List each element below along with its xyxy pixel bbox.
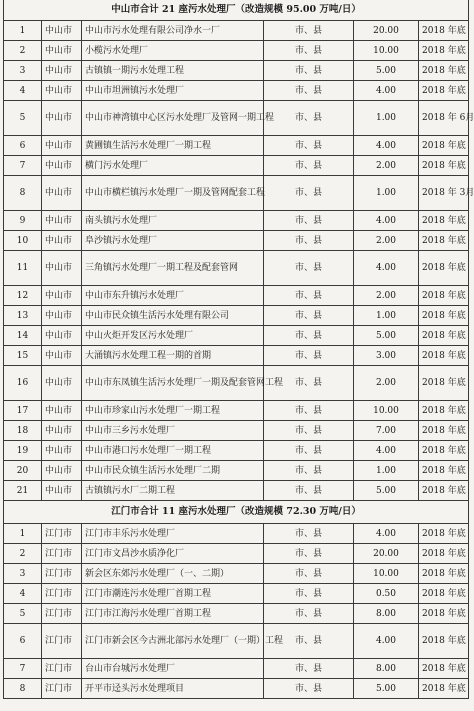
table-row	[4, 544, 469, 564]
city-cell: 中山市	[42, 41, 82, 61]
plant-name-cell: 大涌镇污水处理工程一期的首期	[82, 346, 264, 366]
completion-date-cell: 2018 年底	[419, 41, 469, 61]
row-number: 1	[4, 21, 42, 41]
table-row	[4, 251, 469, 286]
table-row	[4, 61, 469, 81]
table-row	[4, 679, 469, 699]
capacity-cell: 5.00	[354, 326, 419, 346]
plant-name-cell: 开平市迳头污水处理项目	[82, 679, 264, 699]
completion-date-cell: 2018 年底	[419, 326, 469, 346]
capacity-cell: 1.00	[354, 306, 419, 326]
capacity-cell: 2.00	[354, 231, 419, 251]
completion-date-cell: 2018 年底	[419, 441, 469, 461]
plant-name-cell: 江门市江海污水处理厂首期工程	[82, 604, 264, 624]
plant-name-cell: 江门市文昌沙水质净化厂	[82, 544, 264, 564]
completion-date-cell: 2018 年底	[419, 624, 469, 659]
city-cell: 中山市	[42, 81, 82, 101]
row-number: 17	[4, 401, 42, 421]
plant-name-cell: 江门市潮连污水处理厂首期工程	[82, 584, 264, 604]
capacity-cell: 4.00	[354, 136, 419, 156]
table-row	[4, 441, 469, 461]
plant-name-cell: 中山市污水处理有限公司净水一厂	[82, 21, 264, 41]
plant-name-cell: 中山市民众镇生活污水处理厂二期	[82, 461, 264, 481]
table-row	[4, 421, 469, 441]
capacity-cell: 2.00	[354, 156, 419, 176]
level-cell: 市、县	[264, 624, 354, 659]
city-cell: 中山市	[42, 286, 82, 306]
completion-date-cell: 2018 年底	[419, 231, 469, 251]
level-cell: 市、县	[264, 41, 354, 61]
table-row	[4, 584, 469, 604]
completion-date-cell: 2018 年 6月	[419, 101, 469, 136]
level-cell: 市、县	[264, 461, 354, 481]
row-number: 5	[4, 101, 42, 136]
section-header-row	[4, 501, 469, 524]
plant-name-cell: 中山市横栏镇污水处理厂一期及管网配套工程	[82, 176, 264, 211]
city-cell: 江门市	[42, 659, 82, 679]
row-number: 12	[4, 286, 42, 306]
table-row	[4, 524, 469, 544]
row-number: 13	[4, 306, 42, 326]
plant-name-cell: 中山市坦洲镇污水处理厂	[82, 81, 264, 101]
city-cell: 中山市	[42, 156, 82, 176]
city-cell: 中山市	[42, 176, 82, 211]
plant-name-cell: 中山市三乡污水处理厂	[82, 421, 264, 441]
city-cell: 中山市	[42, 136, 82, 156]
level-cell: 市、县	[264, 544, 354, 564]
completion-date-cell: 2018 年底	[419, 461, 469, 481]
plant-name-cell: 中山市东凤镇生活污水处理厂一期及配套管网工程	[82, 366, 264, 401]
capacity-cell: 5.00	[354, 61, 419, 81]
city-cell: 江门市	[42, 604, 82, 624]
level-cell: 市、县	[264, 211, 354, 231]
plant-name-cell: 古镇镇污水厂二期工程	[82, 481, 264, 501]
table-row	[4, 659, 469, 679]
row-number: 3	[4, 61, 42, 81]
level-cell: 市、县	[264, 366, 354, 401]
completion-date-cell: 2018 年底	[419, 306, 469, 326]
capacity-cell: 0.50	[354, 584, 419, 604]
row-number: 8	[4, 679, 42, 699]
completion-date-cell: 2018 年底	[419, 524, 469, 544]
capacity-cell: 8.00	[354, 604, 419, 624]
city-cell: 中山市	[42, 306, 82, 326]
plant-name-cell: 古镇镇一期污水处理工程	[82, 61, 264, 81]
capacity-cell: 1.00	[354, 101, 419, 136]
table-row	[4, 136, 469, 156]
completion-date-cell: 2018 年底	[419, 401, 469, 421]
capacity-cell: 10.00	[354, 564, 419, 584]
table-row	[4, 564, 469, 584]
row-number: 21	[4, 481, 42, 501]
level-cell: 市、县	[264, 481, 354, 501]
city-cell: 江门市	[42, 544, 82, 564]
level-cell: 市、县	[264, 584, 354, 604]
table-row	[4, 604, 469, 624]
capacity-cell: 1.00	[354, 461, 419, 481]
completion-date-cell: 2018 年底	[419, 81, 469, 101]
capacity-cell: 20.00	[354, 21, 419, 41]
completion-date-cell: 2018 年底	[419, 136, 469, 156]
city-cell: 中山市	[42, 421, 82, 441]
level-cell: 市、县	[264, 679, 354, 699]
row-number: 6	[4, 136, 42, 156]
row-number: 15	[4, 346, 42, 366]
plant-name-cell: 中山火炬开发区污水处理厂	[82, 326, 264, 346]
completion-date-cell: 2018 年底	[419, 286, 469, 306]
table-row	[4, 211, 469, 231]
city-cell: 中山市	[42, 346, 82, 366]
completion-date-cell: 2018 年底	[419, 421, 469, 441]
table-row	[4, 481, 469, 501]
table-row	[4, 21, 469, 41]
level-cell: 市、县	[264, 136, 354, 156]
table-body	[4, 0, 474, 699]
level-cell: 市、县	[264, 231, 354, 251]
capacity-cell: 4.00	[354, 524, 419, 544]
table-row	[4, 81, 469, 101]
city-cell: 中山市	[42, 326, 82, 346]
city-cell: 江门市	[42, 524, 82, 544]
table-row	[4, 624, 469, 659]
level-cell: 市、县	[264, 421, 354, 441]
plant-name-cell: 新会区东郊污水处理厂（一、二期）	[82, 564, 264, 584]
completion-date-cell: 2018 年底	[419, 544, 469, 564]
capacity-cell: 2.00	[354, 286, 419, 306]
table-row	[4, 461, 469, 481]
city-cell: 中山市	[42, 401, 82, 421]
city-cell: 江门市	[42, 584, 82, 604]
plant-name-cell: 南头镇污水处理厂	[82, 211, 264, 231]
row-number: 11	[4, 251, 42, 286]
row-number: 14	[4, 326, 42, 346]
plant-name-cell: 横门污水处理厂	[82, 156, 264, 176]
completion-date-cell: 2018 年底	[419, 481, 469, 501]
plant-name-cell: 阜沙镇污水处理厂	[82, 231, 264, 251]
completion-date-cell: 2018 年底	[419, 564, 469, 584]
city-cell: 中山市	[42, 101, 82, 136]
capacity-cell: 4.00	[354, 81, 419, 101]
city-cell: 中山市	[42, 251, 82, 286]
section-title: 江门市合计 11 座污水处理厂（改造规模 72.30 万吨/日）	[4, 501, 469, 524]
level-cell: 市、县	[264, 604, 354, 624]
capacity-cell: 4.00	[354, 624, 419, 659]
completion-date-cell: 2018 年底	[419, 604, 469, 624]
capacity-cell: 4.00	[354, 441, 419, 461]
level-cell: 市、县	[264, 251, 354, 286]
completion-date-cell: 2018 年底	[419, 679, 469, 699]
table-row	[4, 346, 469, 366]
table-row	[4, 101, 469, 136]
level-cell: 市、县	[264, 156, 354, 176]
capacity-cell: 10.00	[354, 401, 419, 421]
completion-date-cell: 2018 年底	[419, 584, 469, 604]
table-row	[4, 306, 469, 326]
completion-date-cell: 2018 年底	[419, 21, 469, 41]
table-row	[4, 286, 469, 306]
plant-name-cell: 江门市丰乐污水处理厂	[82, 524, 264, 544]
city-cell: 中山市	[42, 211, 82, 231]
table-row	[4, 156, 469, 176]
level-cell: 市、县	[264, 659, 354, 679]
capacity-cell: 2.00	[354, 366, 419, 401]
city-cell: 中山市	[42, 461, 82, 481]
row-number: 4	[4, 584, 42, 604]
plant-name-cell: 江门市新会区今古洲北部污水处理厂（一期）工程	[82, 624, 264, 659]
level-cell: 市、县	[264, 306, 354, 326]
plant-name-cell: 中山市神湾镇中心区污水处理厂及管网一期工程	[82, 101, 264, 136]
level-cell: 市、县	[264, 21, 354, 41]
city-cell: 中山市	[42, 231, 82, 251]
capacity-cell: 5.00	[354, 679, 419, 699]
plant-name-cell: 中山市东升镇污水处理厂	[82, 286, 264, 306]
plant-name-cell: 黄圃镇生活污水处理厂一期工程	[82, 136, 264, 156]
row-number: 19	[4, 441, 42, 461]
level-cell: 市、县	[264, 564, 354, 584]
completion-date-cell: 2018 年底	[419, 346, 469, 366]
city-cell: 中山市	[42, 61, 82, 81]
capacity-cell: 4.00	[354, 211, 419, 231]
completion-date-cell: 2018 年 3月	[419, 176, 469, 211]
level-cell: 市、县	[264, 286, 354, 306]
city-cell: 中山市	[42, 366, 82, 401]
city-cell: 江门市	[42, 564, 82, 584]
plant-name-cell: 中山市民众镇生活污水处理有限公司	[82, 306, 264, 326]
level-cell: 市、县	[264, 81, 354, 101]
row-number: 2	[4, 544, 42, 564]
row-number: 10	[4, 231, 42, 251]
completion-date-cell: 2018 年底	[419, 61, 469, 81]
capacity-cell: 8.00	[354, 659, 419, 679]
plant-name-cell: 台山市台城污水处理厂	[82, 659, 264, 679]
row-number: 16	[4, 366, 42, 401]
plant-name-cell: 三角镇污水处理厂一期工程及配套管网	[82, 251, 264, 286]
level-cell: 市、县	[264, 441, 354, 461]
level-cell: 市、县	[264, 326, 354, 346]
table-row	[4, 231, 469, 251]
city-cell: 江门市	[42, 624, 82, 659]
city-cell: 中山市	[42, 21, 82, 41]
capacity-cell: 3.00	[354, 346, 419, 366]
plant-name-cell: 小榄污水处理厂	[82, 41, 264, 61]
row-number: 9	[4, 211, 42, 231]
section-header-row	[4, 0, 469, 21]
capacity-cell: 7.00	[354, 421, 419, 441]
plant-name-cell: 中山市港口污水处理厂一期工程	[82, 441, 264, 461]
table-row	[4, 176, 469, 211]
capacity-cell: 10.00	[354, 41, 419, 61]
city-cell: 中山市	[42, 441, 82, 461]
row-number: 7	[4, 659, 42, 679]
city-cell: 江门市	[42, 679, 82, 699]
capacity-cell: 4.00	[354, 251, 419, 286]
row-number: 20	[4, 461, 42, 481]
row-number: 1	[4, 524, 42, 544]
completion-date-cell: 2018 年底	[419, 156, 469, 176]
table-row	[4, 366, 469, 401]
row-number: 8	[4, 176, 42, 211]
plant-name-cell: 中山市珍家山污水处理厂一期工程	[82, 401, 264, 421]
row-number: 4	[4, 81, 42, 101]
row-number: 5	[4, 604, 42, 624]
completion-date-cell: 2018 年底	[419, 251, 469, 286]
table-row	[4, 326, 469, 346]
level-cell: 市、县	[264, 61, 354, 81]
row-number: 3	[4, 564, 42, 584]
row-number: 2	[4, 41, 42, 61]
table-row	[4, 41, 469, 61]
table-row	[4, 401, 469, 421]
level-cell: 市、县	[264, 101, 354, 136]
wastewater-plant-table	[3, 0, 474, 699]
row-number: 6	[4, 624, 42, 659]
level-cell: 市、县	[264, 176, 354, 211]
capacity-cell: 5.00	[354, 481, 419, 501]
completion-date-cell: 2018 年底	[419, 366, 469, 401]
completion-date-cell: 2018 年底	[419, 659, 469, 679]
level-cell: 市、县	[264, 401, 354, 421]
level-cell: 市、县	[264, 524, 354, 544]
capacity-cell: 1.00	[354, 176, 419, 211]
capacity-cell: 20.00	[354, 544, 419, 564]
row-number: 7	[4, 156, 42, 176]
row-number: 18	[4, 421, 42, 441]
completion-date-cell: 2018 年底	[419, 211, 469, 231]
level-cell: 市、县	[264, 346, 354, 366]
city-cell: 中山市	[42, 481, 82, 501]
section-title: 中山市合计 21 座污水处理厂（改造规模 95.00 万吨/日）	[4, 0, 469, 21]
